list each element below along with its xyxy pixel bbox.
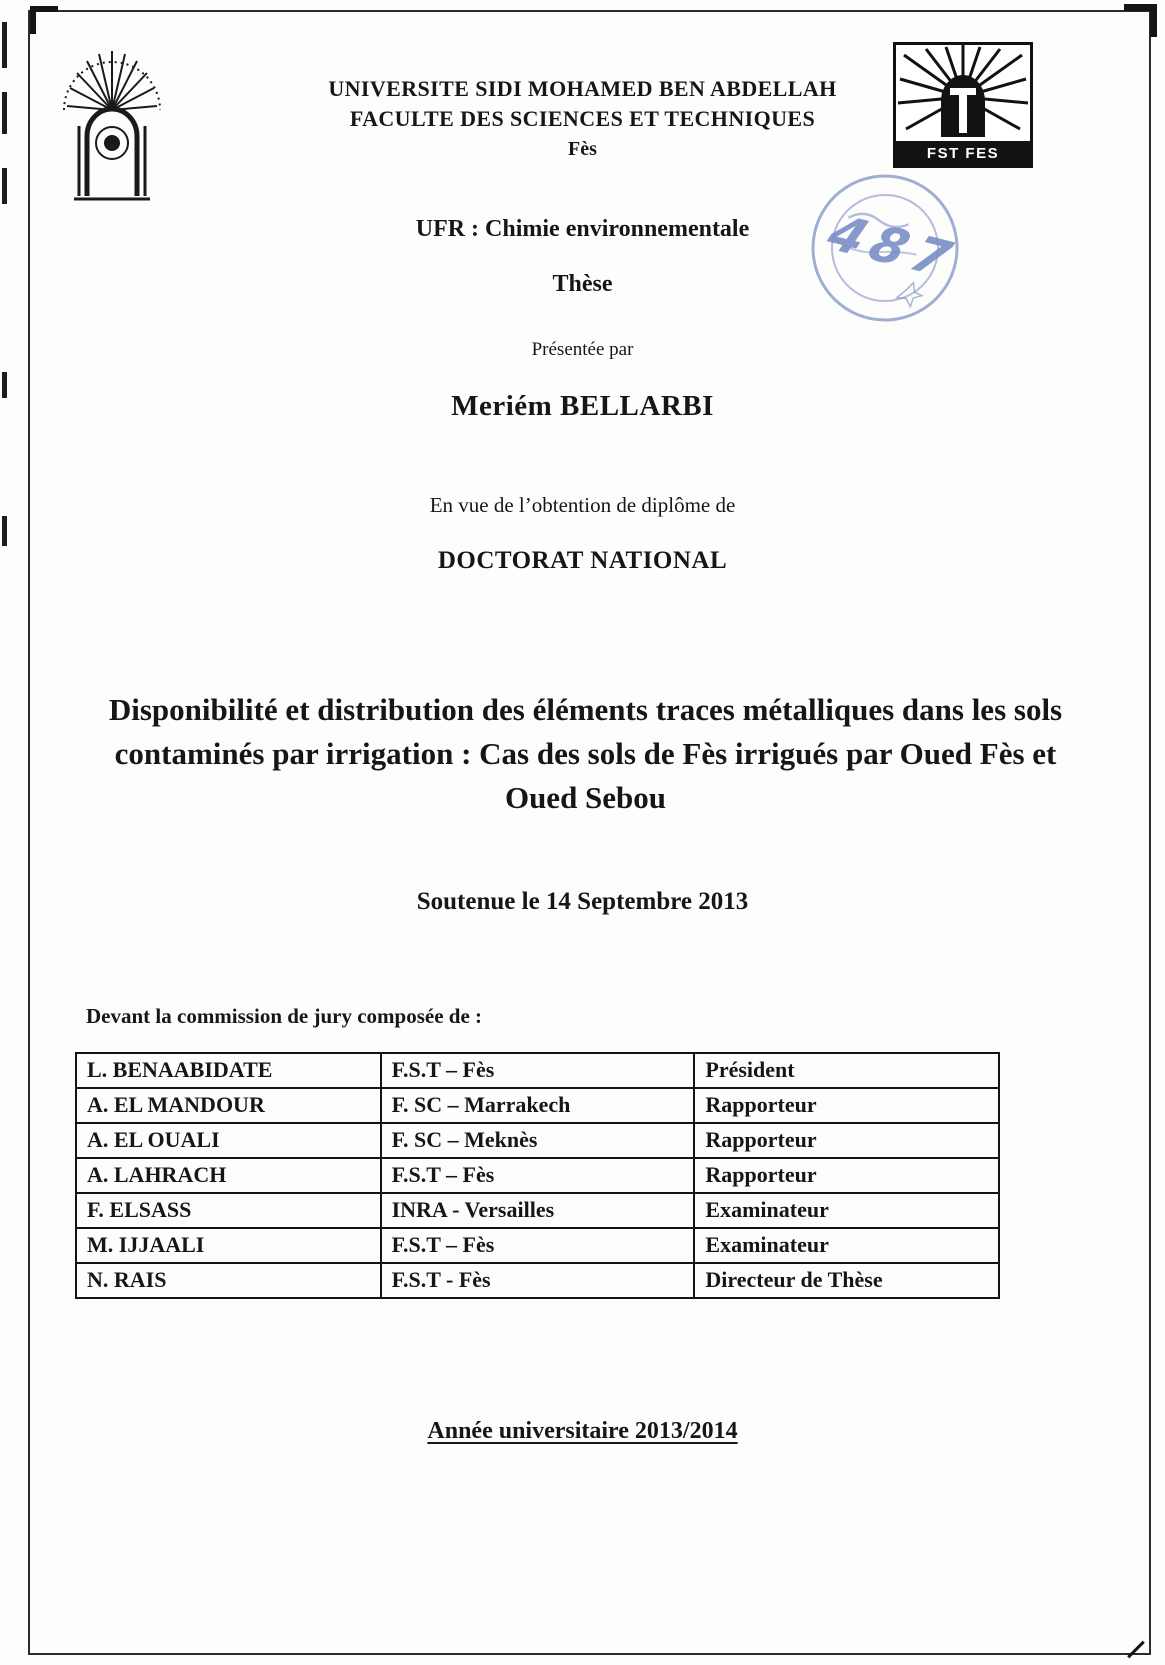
jury-member-name: F. ELSASS — [76, 1193, 381, 1228]
jury-member-name: A. EL MANDOUR — [76, 1088, 381, 1123]
table-row — [76, 1193, 999, 1228]
jury-intro-line: Devant la commission de jury composée de : — [86, 1004, 483, 1028]
jury-member-name: M. IJJAALI — [76, 1228, 381, 1263]
scan-edge-artifact — [2, 22, 7, 68]
table-row — [76, 1088, 999, 1123]
thesis-title: Disponibilité et distribution des éléments traces métalliques dans les sols contaminés par irrigation : Cas des sols de Fès irrigués par Oued Fès et Oued Sebou — [108, 692, 1063, 816]
jury-table — [75, 1052, 1000, 1299]
jury-affiliation: F. SC – Meknès — [381, 1123, 695, 1158]
table-row — [76, 1158, 999, 1193]
scan-edge-artifact — [2, 372, 7, 398]
defense-date: Soutenue le 14 Septembre 2013 — [416, 888, 749, 915]
table-row — [76, 1053, 999, 1088]
jury-affiliation: F. SC – Marrakech — [381, 1088, 695, 1123]
jury-affiliation: F.S.T – Fès — [381, 1053, 695, 1088]
jury-role: Rapporteur — [694, 1123, 999, 1158]
presented-by-label: Présentée par — [531, 339, 634, 360]
these-label: Thèse — [552, 271, 613, 297]
jury-member-name: L. BENAABIDATE — [76, 1053, 381, 1088]
jury-role: Examinateur — [694, 1193, 999, 1228]
ufr-line: UFR : Chimie environnementale — [415, 216, 750, 242]
scan-edge-artifact — [2, 168, 7, 204]
university-name: UNIVERSITE SIDI MOHAMED BEN ABDELLAH — [328, 76, 837, 101]
scan-edge-artifact — [2, 92, 7, 134]
degree-name: DOCTORAT NATIONAL — [437, 547, 728, 574]
jury-affiliation: F.S.T – Fès — [381, 1158, 695, 1193]
jury-member-name: N. RAIS — [76, 1263, 381, 1298]
corner-mark-top-right — [1124, 4, 1157, 37]
table-row — [76, 1228, 999, 1263]
table-row — [76, 1123, 999, 1158]
stamp-handwritten-number: 487 — [818, 204, 968, 290]
fst-fes-logo — [893, 42, 1033, 168]
fst-fes-logo-art-icon — [896, 45, 1030, 141]
corner-mark-top-left — [30, 6, 58, 34]
jury-role: Président — [694, 1053, 999, 1088]
jury-member-name: A. LAHRACH — [76, 1158, 381, 1193]
library-stamp — [795, 166, 975, 331]
page-border-frame — [28, 10, 1151, 1655]
jury-role: Directeur de Thèse — [694, 1263, 999, 1298]
jury-affiliation: F.S.T – Fès — [381, 1228, 695, 1263]
jury-role: Examinateur — [694, 1228, 999, 1263]
fst-fes-logo-label: FST FES — [896, 141, 1030, 165]
stamp-circle-icon — [795, 166, 975, 331]
jury-affiliation: INRA - Versailles — [381, 1193, 695, 1228]
city-name: Fès — [568, 138, 597, 160]
author-name: Meriém BELLARBI — [451, 390, 714, 422]
table-row — [76, 1263, 999, 1298]
jury-member-name: A. EL OUALI — [76, 1123, 381, 1158]
degree-purpose-line: En vue de l’obtention de diplôme de — [429, 493, 736, 517]
jury-role: Rapporteur — [694, 1088, 999, 1123]
academic-year: Année universitaire 2013/2014 — [427, 1418, 738, 1444]
jury-affiliation: F.S.T - Fès — [381, 1263, 695, 1298]
corner-mark-bottom-right — [1127, 1641, 1145, 1659]
jury-role: Rapporteur — [694, 1158, 999, 1193]
faculty-name: FACULTE DES SCIENCES ET TECHNIQUES — [349, 106, 816, 131]
scan-edge-artifact — [2, 516, 7, 546]
